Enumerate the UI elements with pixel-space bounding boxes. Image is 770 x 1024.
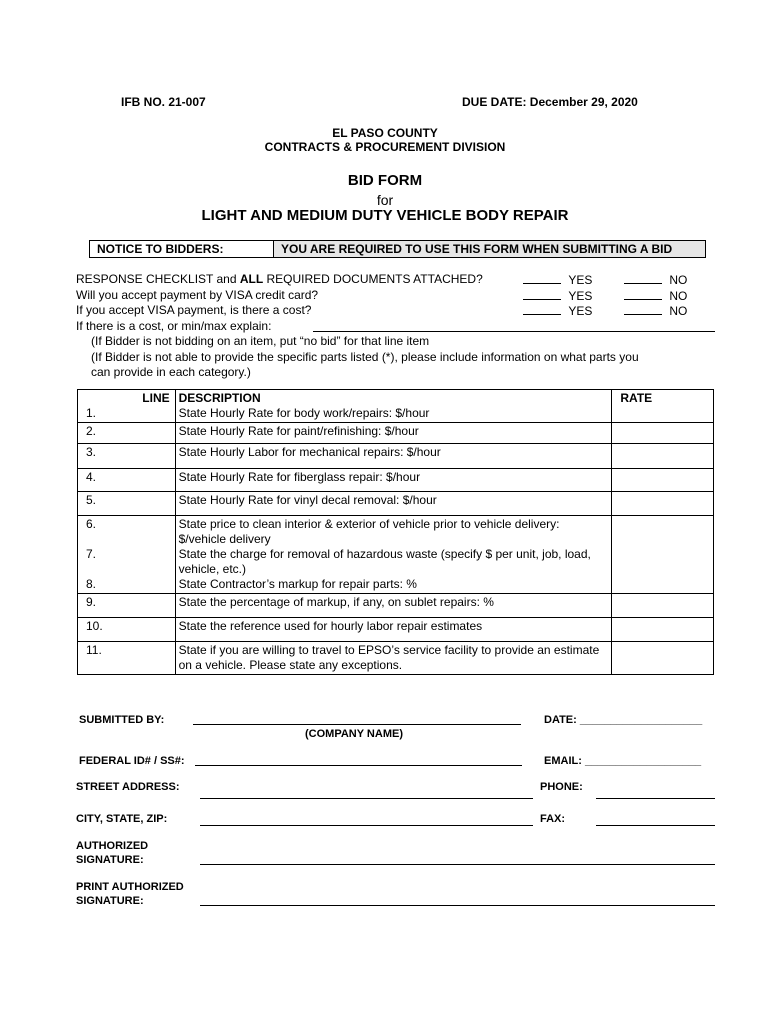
note-no-bid: (If Bidder is not bidding on an item, put “no bid” for that line item bbox=[91, 334, 430, 348]
table-row bbox=[78, 618, 714, 642]
division-name: CONTRACTS & PROCUREMENT DIVISION bbox=[264, 140, 506, 154]
date-field[interactable]: DATE: ____________________ bbox=[544, 714, 703, 726]
description-text: State Contractor’s markup for repair parts: % bbox=[178, 577, 417, 591]
notice-to-bidders bbox=[89, 240, 706, 258]
checklist-question-explain: If there is a cost, or min/max explain: bbox=[76, 319, 272, 333]
rate-cell[interactable] bbox=[612, 642, 714, 675]
col-rate-header: RATE bbox=[620, 391, 653, 405]
line-number: 11. bbox=[78, 642, 176, 675]
no-label: NO bbox=[669, 273, 688, 287]
rate-cell[interactable] bbox=[612, 516, 714, 594]
description-text: State Hourly Rate for body work/repairs: $/hour bbox=[178, 406, 430, 420]
description-cell bbox=[175, 516, 612, 594]
fax-label: FAX: bbox=[540, 813, 566, 825]
federal-id-label: FEDERAL ID# / SS#: bbox=[79, 755, 185, 767]
authorized-signature-label: SIGNATURE: bbox=[76, 854, 144, 866]
table-row bbox=[78, 516, 714, 594]
county-name: EL PASO COUNTY bbox=[332, 126, 438, 140]
description-text: State price to clean interior & exterior of vehicle prior to vehicle delivery: $/vehicle delivery bbox=[178, 517, 560, 546]
fax-field[interactable] bbox=[596, 825, 715, 826]
yes-label: YES bbox=[568, 289, 593, 303]
no-blank[interactable] bbox=[624, 303, 662, 315]
form-subject: LIGHT AND MEDIUM DUTY VEHICLE BODY REPAIR bbox=[201, 207, 569, 224]
authorized-label: AUTHORIZED bbox=[76, 840, 149, 852]
yes-blank[interactable] bbox=[523, 288, 561, 300]
phone-label: PHONE: bbox=[540, 781, 583, 793]
rate-cell[interactable] bbox=[612, 444, 714, 469]
description-cell bbox=[175, 390, 612, 423]
no-blank[interactable] bbox=[624, 272, 662, 284]
description-text: State the percentage of markup, if any, on sublet repairs: % bbox=[175, 594, 612, 618]
notice-label: NOTICE TO BIDDERS: bbox=[89, 240, 274, 258]
phone-field[interactable] bbox=[596, 798, 715, 799]
explain-field[interactable] bbox=[313, 331, 715, 332]
rate-cell[interactable] bbox=[612, 492, 714, 516]
street-address-field[interactable] bbox=[200, 798, 533, 799]
bid-items-table bbox=[77, 389, 714, 675]
rate-cell[interactable] bbox=[612, 423, 714, 444]
rate-cell[interactable] bbox=[612, 618, 714, 642]
col-line-header: LINE bbox=[142, 391, 170, 405]
form-for: for bbox=[376, 192, 394, 208]
table-row bbox=[78, 469, 714, 492]
rate-cell[interactable] bbox=[612, 390, 714, 423]
answer-row-1-no bbox=[624, 272, 687, 287]
description-text: State Hourly Rate for fiberglass repair: $/hour bbox=[175, 469, 612, 492]
description-text: State Hourly Rate for vinyl decal removal: $/hour bbox=[175, 492, 612, 516]
yes-label: YES bbox=[568, 273, 593, 287]
table-row bbox=[78, 390, 714, 423]
note-parts-cont: can provide in each category.) bbox=[91, 365, 251, 379]
street-address-label: STREET ADDRESS: bbox=[76, 781, 180, 793]
line-number: 10. bbox=[78, 618, 176, 642]
ifb-number: IFB NO. 21-007 bbox=[121, 95, 206, 109]
print-signature-field[interactable] bbox=[200, 905, 715, 906]
federal-id-field[interactable] bbox=[195, 765, 522, 766]
line-number: 5. bbox=[78, 492, 176, 516]
line-number: 7. bbox=[86, 547, 97, 561]
no-blank[interactable] bbox=[624, 288, 662, 300]
checklist-question-docs bbox=[76, 272, 483, 286]
answer-row-3 bbox=[523, 303, 592, 318]
email-field[interactable]: EMAIL: ___________________ bbox=[544, 755, 702, 767]
description-text: State if you are willing to travel to EPSO’s service facility to provide an estimate on a vehicle. Please state any exceptions. bbox=[175, 642, 612, 675]
rate-cell[interactable] bbox=[612, 469, 714, 492]
yes-label: YES bbox=[568, 304, 593, 318]
line-number: 8. bbox=[86, 577, 97, 591]
yes-blank[interactable] bbox=[523, 303, 561, 315]
line-number: 9. bbox=[78, 594, 176, 618]
note-parts: (If Bidder is not able to provide the specific parts listed (*), please include information on what parts you bbox=[91, 350, 639, 364]
checklist-question-visa-cost: If you accept VISA payment, is there a cost? bbox=[76, 303, 312, 317]
line-number: 2. bbox=[78, 423, 176, 444]
table-row bbox=[78, 423, 714, 444]
yes-blank[interactable] bbox=[523, 272, 561, 284]
due-date: DUE DATE: December 29, 2020 bbox=[462, 95, 638, 109]
print-authorized-label: PRINT AUTHORIZED bbox=[76, 881, 184, 893]
table-row bbox=[78, 642, 714, 675]
description-text: State Hourly Rate for paint/refinishing: $/hour bbox=[175, 423, 612, 444]
description-text: State Hourly Labor for mechanical repairs: $/hour bbox=[175, 444, 612, 469]
no-label: NO bbox=[669, 304, 688, 318]
checklist-q1-bold: ALL bbox=[239, 272, 264, 286]
line-number: 3. bbox=[78, 444, 176, 469]
rate-cell[interactable] bbox=[612, 594, 714, 618]
checklist-q1-text: RESPONSE CHECKLIST and bbox=[76, 272, 240, 286]
description-text: State the charge for removal of hazardous waste (specify $ per unit, job, load, vehicle, etc.) bbox=[178, 547, 591, 576]
line-cell bbox=[78, 516, 176, 594]
line-cell bbox=[78, 390, 176, 423]
line-number: 1. bbox=[86, 406, 97, 420]
submitted-by-label: SUBMITTED BY: bbox=[79, 714, 165, 726]
answer-row-1 bbox=[523, 272, 592, 287]
answer-row-2 bbox=[523, 288, 592, 303]
no-label: NO bbox=[669, 289, 688, 303]
table-row bbox=[78, 492, 714, 516]
notice-text: YOU ARE REQUIRED TO USE THIS FORM WHEN SUBMITTING A BID bbox=[274, 240, 706, 258]
print-signature-label: SIGNATURE: bbox=[76, 895, 144, 907]
company-name-field[interactable] bbox=[193, 724, 521, 725]
checklist-q1-text-end: REQUIRED DOCUMENTS ATTACHED? bbox=[263, 272, 483, 286]
city-state-zip-field[interactable] bbox=[200, 825, 533, 826]
col-description-header: DESCRIPTION bbox=[178, 391, 261, 405]
company-name-caption: (COMPANY NAME) bbox=[305, 728, 403, 740]
city-state-zip-label: CITY, STATE, ZIP: bbox=[76, 813, 168, 825]
answer-row-3-no bbox=[624, 303, 687, 318]
checklist-question-visa: Will you accept payment by VISA credit card? bbox=[76, 288, 319, 302]
description-text: State the reference used for hourly labor repair estimates bbox=[175, 618, 612, 642]
form-title: BID FORM bbox=[347, 172, 423, 189]
line-number: 4. bbox=[78, 469, 176, 492]
answer-row-2-no bbox=[624, 288, 687, 303]
table-row bbox=[78, 594, 714, 618]
line-number: 6. bbox=[86, 517, 97, 531]
table-row bbox=[78, 444, 714, 469]
authorized-signature-field[interactable] bbox=[200, 864, 715, 865]
